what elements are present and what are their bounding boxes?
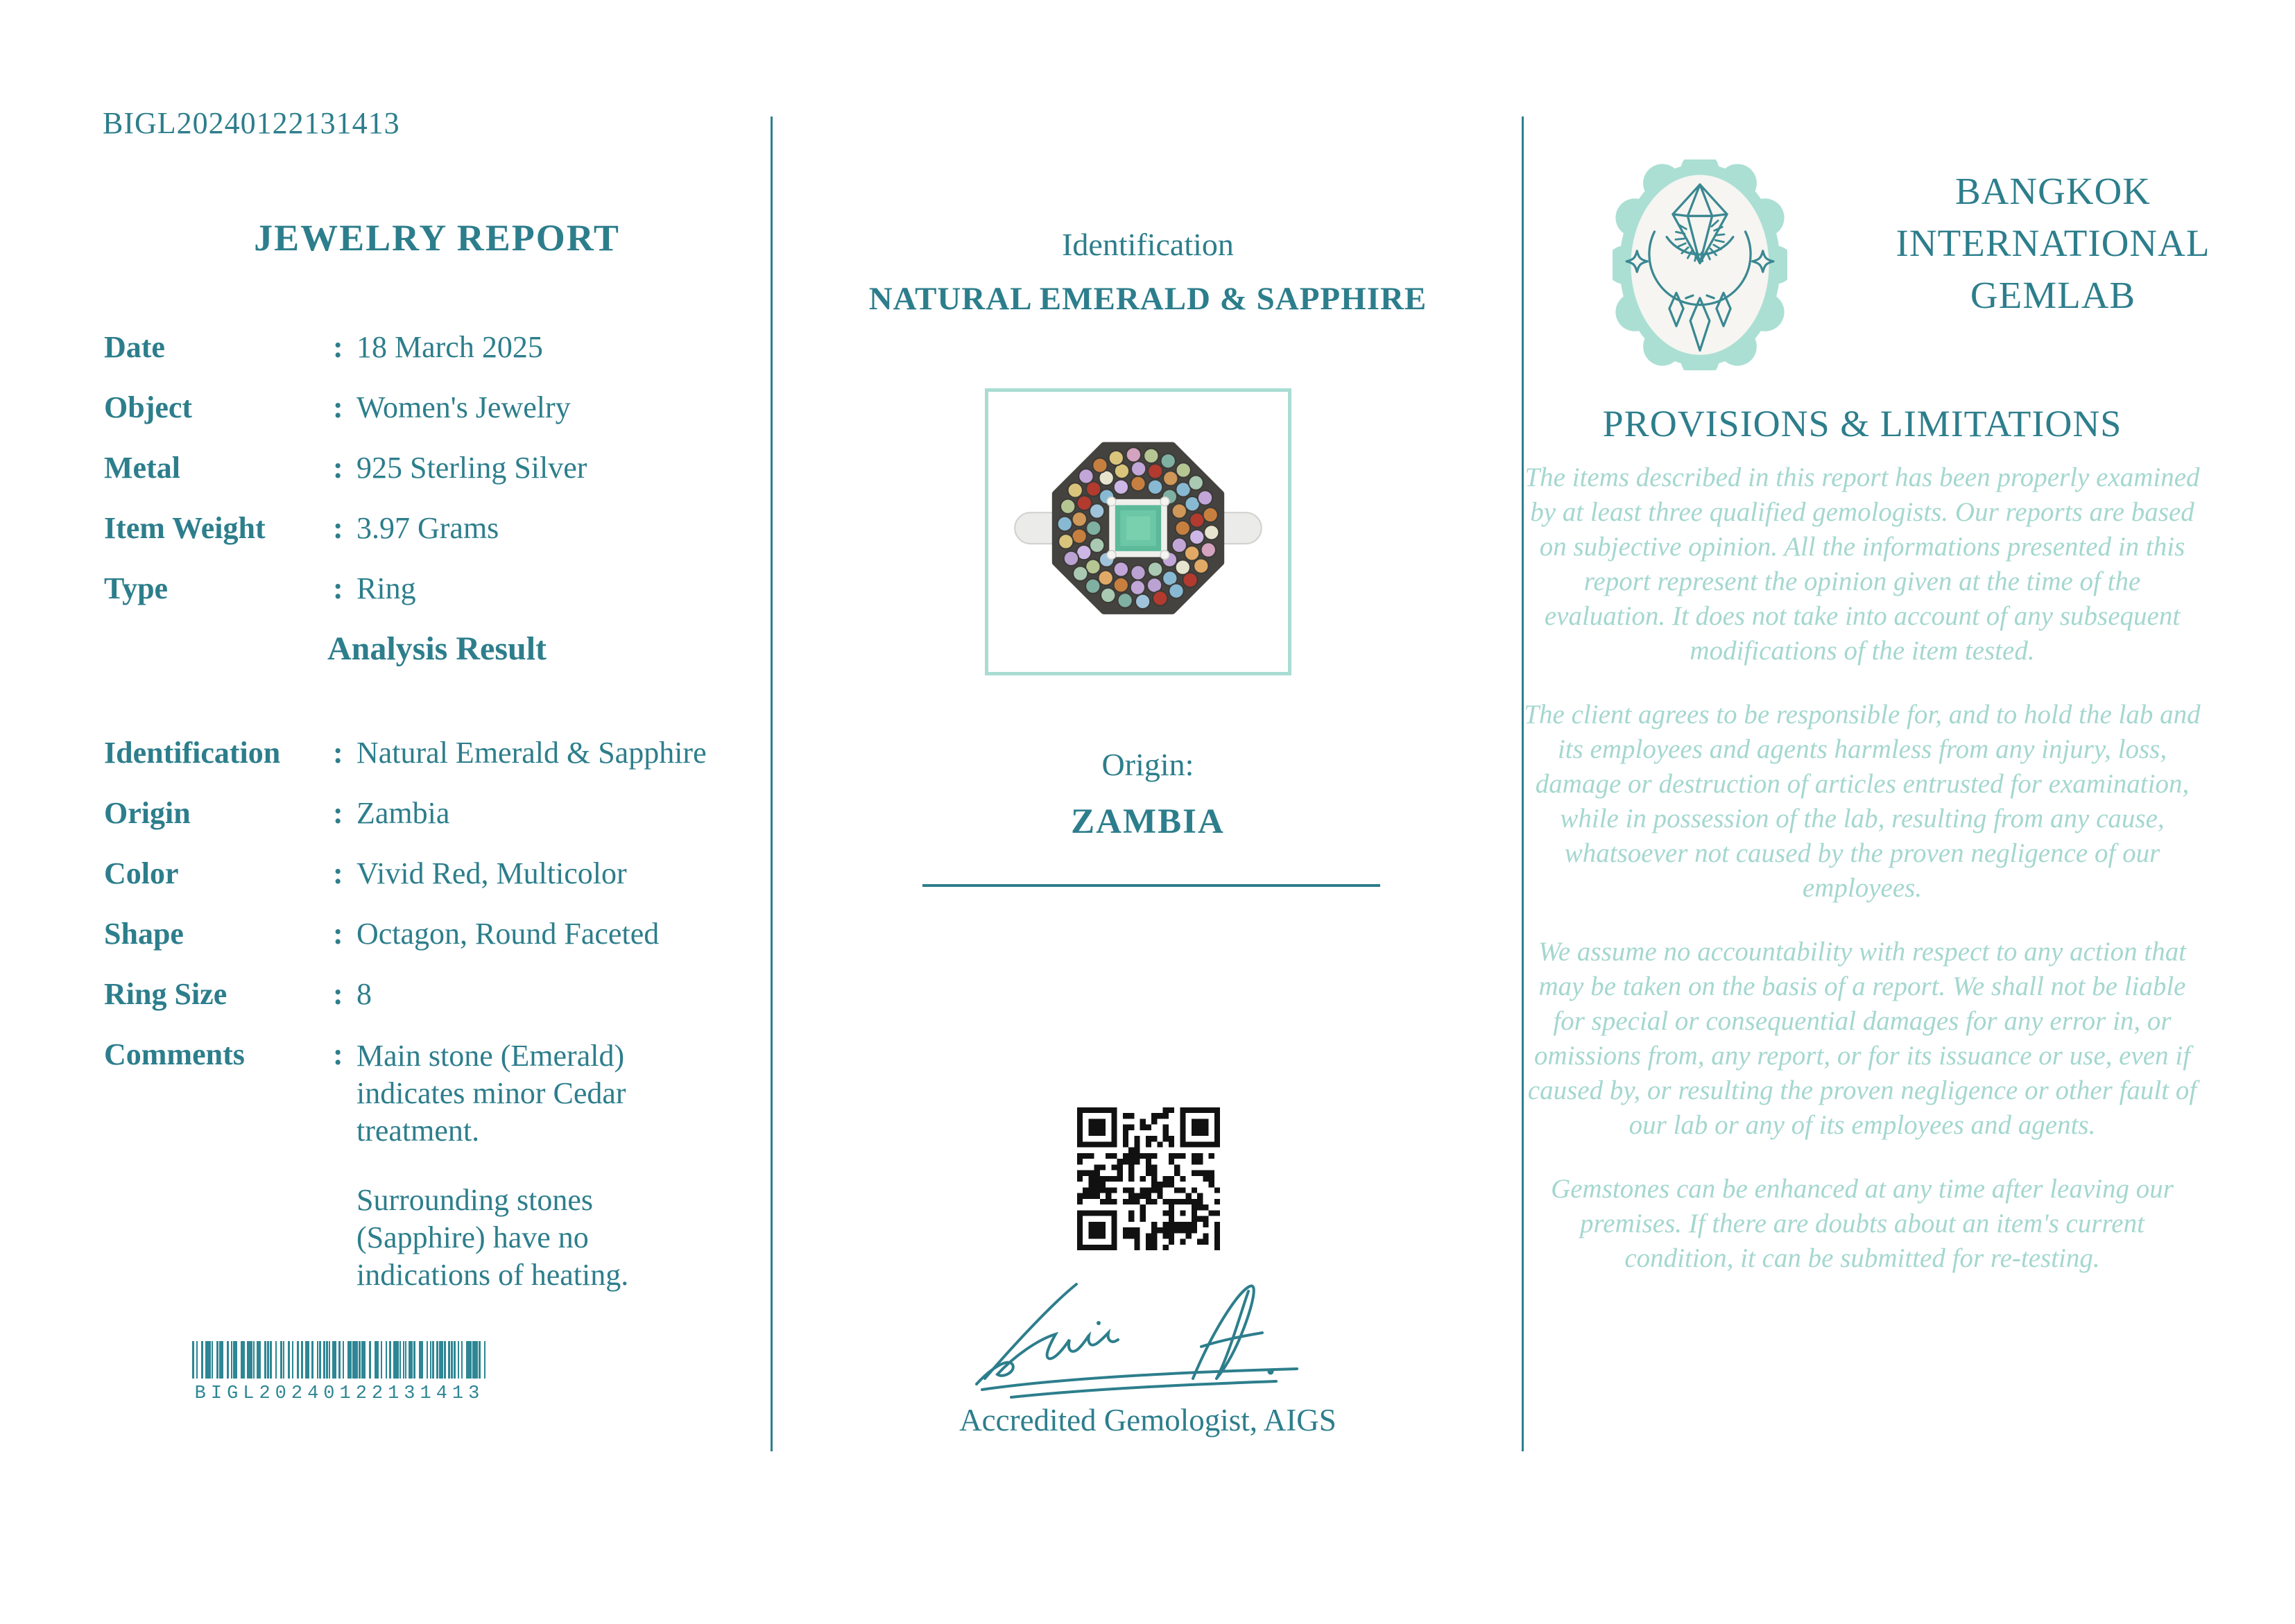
field-label: Date [104, 330, 165, 364]
field-label: Ring Size [104, 977, 227, 1011]
field-row-comments [104, 1037, 770, 1294]
comments-value [356, 1037, 689, 1294]
lab-name [1845, 165, 2261, 321]
field-label: Type [104, 571, 169, 605]
field-colon [333, 451, 356, 485]
field-value: Ring [356, 571, 416, 605]
provision-paragraph: The items described in this report has been properly examined by at least three qualified gemologists. Our reports are based on subjective opinion. All the informations presented in this report represent the opinion given at the time of the evaluation. It does not take into account of any subsequent modifications of the item tested. [1524, 463, 2200, 666]
field-label: Shape [104, 917, 184, 951]
field-label: Origin [104, 796, 191, 830]
barcode-text: BIGL20240122131413 [194, 1383, 485, 1404]
provision-paragraph: Gemstones can be enhanced at any time after leaving our premises. If there are doubts about an item's current condition, it can be submitted for re-testing. [1551, 1174, 2174, 1273]
badge-inner [1631, 175, 1769, 355]
field-colon [333, 571, 356, 606]
field-value: 3.97 Grams [356, 511, 499, 545]
identification-value: NATURAL EMERALD & SAPPHIRE [868, 281, 1427, 317]
comment-paragraph: Surrounding stones (Sapphire) have no indications of heating. [356, 1183, 629, 1292]
field-label: Item Weight [104, 511, 266, 545]
field-value: Vivid Red, Multicolor [356, 856, 627, 890]
field-value: Women's Jewelry [356, 390, 571, 424]
provisions-text [1522, 460, 2202, 1305]
report-title: JEWELRY REPORT [254, 217, 620, 259]
qr-code-image [1077, 1107, 1220, 1250]
barcode [192, 1341, 487, 1404]
prong [1107, 551, 1116, 560]
lab-logo-image [1613, 159, 1787, 370]
field-colon [333, 511, 356, 546]
provision-paragraph: The client agrees to be responsible for, and to hold the lab and its employees and agents harmless from any injury, loss, damage or destruction of articles entrusted for examination, while in possession of the lab, resulting from any cause, whatsoever not caused by the proven negligence of our employees. [1524, 700, 2201, 903]
field-label: Color [104, 856, 179, 890]
field-colon [333, 856, 356, 891]
field-value: Zambia [356, 796, 450, 830]
ring-image [1012, 406, 1264, 658]
field-colon [333, 390, 356, 425]
provisions-heading: PROVISIONS & LIMITATIONS [1602, 403, 2122, 444]
prong [1107, 497, 1116, 506]
provision-paragraph: We assume no accountability with respect to any action that may be taken on the basis of a report. We shall not be liable for special or consequential damages for any error in, or omissions from, any report, or for its issuance or use, even if caused by, or resulting the proven negligence or other fault of our lab or any of its employees and agents. [1527, 937, 2197, 1140]
field-value: 8 [356, 977, 372, 1011]
origin-value: ZAMBIA [1071, 802, 1225, 841]
field-label: Object [104, 390, 193, 424]
field-row-metal [104, 451, 770, 485]
emerald-table [1126, 517, 1150, 540]
barcode-bars-image [192, 1341, 487, 1379]
gemologist-title: Accredited Gemologist, AIGS [959, 1403, 1336, 1437]
signature [971, 1275, 1318, 1399]
report-number: BIGL20240122131413 [103, 106, 400, 140]
lab-logo [1613, 159, 1787, 370]
qr-code [1077, 1107, 1220, 1250]
field-row-object [104, 390, 770, 425]
item-fields [104, 330, 770, 632]
field-value: Natural Emerald & Sapphire [356, 736, 707, 770]
field-colon [333, 917, 356, 951]
lab-name-line: INTERNATIONAL [1896, 222, 2210, 264]
analysis-fields [104, 736, 770, 1320]
field-label: Metal [104, 451, 180, 485]
separator-line [922, 884, 1380, 887]
field-row-identification [104, 736, 770, 770]
lab-name-line: BANGKOK [1955, 170, 2151, 212]
column-divider [771, 116, 773, 1451]
field-row-color [104, 856, 770, 891]
prong [1160, 497, 1169, 506]
field-colon [333, 1037, 356, 1072]
signature-image [971, 1275, 1318, 1399]
field-colon [333, 796, 356, 831]
prong [1160, 551, 1169, 560]
field-colon [333, 977, 356, 1012]
identification-heading: Identification [1062, 227, 1234, 262]
field-row-item-weight [104, 511, 770, 546]
field-colon [333, 736, 356, 770]
field-label: Comments [104, 1037, 245, 1071]
field-colon [333, 330, 356, 365]
origin-label: Origin: [1101, 747, 1194, 782]
field-row-origin [104, 796, 770, 831]
field-row-type [104, 571, 770, 606]
field-value: Octagon, Round Faceted [356, 917, 660, 951]
field-row-date [104, 330, 770, 365]
field-row-shape [104, 917, 770, 951]
field-value: 925 Sterling Silver [356, 451, 587, 485]
comment-paragraph: Main stone (Emerald) indicates minor Cedar treatment. [356, 1039, 626, 1148]
field-label: Identification [104, 736, 281, 770]
field-row-ring-size [104, 977, 770, 1012]
analysis-result-heading: Analysis Result [327, 630, 547, 667]
field-value: 18 March 2025 [356, 330, 543, 364]
ring-photo [985, 388, 1291, 675]
lab-name-line: GEMLAB [1970, 274, 2136, 316]
